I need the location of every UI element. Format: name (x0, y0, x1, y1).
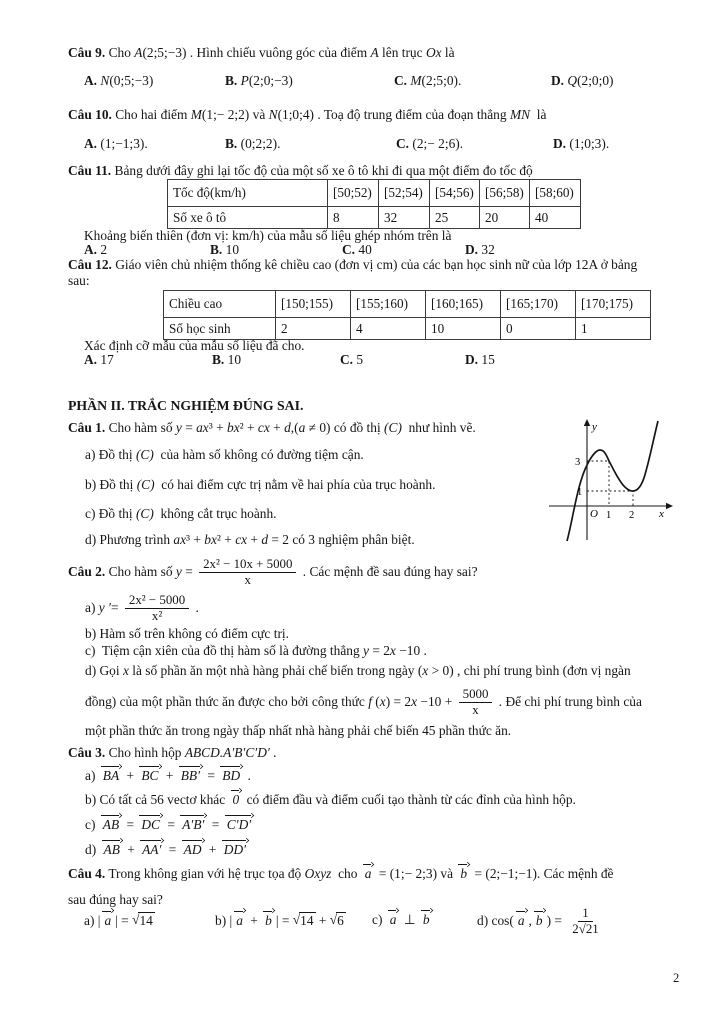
part2-heading (68, 397, 303, 414)
text-run: y (175, 563, 182, 579)
text-run: Trong không gian với hệ trục tọa độ (105, 866, 305, 881)
statement-4b (215, 912, 346, 930)
vector: AD (183, 842, 202, 857)
text-run: một phần thức ăn trong ngày thấp nhất nhà hàng phải chế biến 45 phần thức ăn. (85, 723, 512, 738)
text-run: 40 (355, 242, 372, 257)
vector: A′B′ (182, 817, 205, 832)
text-run: Q (567, 73, 578, 88)
vector: BD (222, 768, 241, 783)
text-run: ≠ 0) có đồ thị (305, 420, 385, 435)
table-cell: [56;58) (480, 180, 530, 207)
x-tick-2-label: 2 (629, 510, 635, 521)
text-run: và (249, 107, 269, 122)
text-run: a) (85, 768, 99, 783)
vector: BA (102, 768, 120, 783)
text-run: N (268, 107, 278, 122)
text-run: −10 . (395, 643, 427, 658)
text-run: đồng) của một phần thức ăn được cho bởi công thức (85, 693, 369, 709)
vector: AB (102, 817, 120, 832)
text-run: (1;0;3). (566, 136, 610, 151)
text-run: (1;− 2;2) (201, 107, 250, 122)
question-11-text (68, 163, 533, 180)
text-run: 5 (353, 352, 364, 367)
text-run: d) Phương trình (85, 532, 174, 547)
text-run: Ox (425, 45, 442, 60)
x-tick-1-label: 1 (606, 510, 612, 521)
text-run: . Hình chiếu vuông góc của điểm (186, 45, 371, 60)
vector: b (460, 866, 468, 881)
text-run: Câu 12. (68, 257, 112, 272)
text-run: cx (235, 532, 248, 547)
text-run: ³ + (186, 532, 205, 547)
text-run: + (315, 912, 330, 928)
text-run: x (379, 693, 386, 709)
text-run: . Để chi phí trung bình của (495, 693, 642, 709)
text-run: C. (340, 352, 354, 367)
text-run: ) = (546, 912, 566, 928)
question-10-text (68, 107, 546, 124)
text-run: C. (394, 73, 408, 88)
text-run: Giáo viên chủ nhiệm thống kê chiều cao (đơn vị cm) của các bạn học sinh nữ của lớp 12A ở bảng (111, 257, 638, 272)
square-root (330, 912, 346, 930)
table-cell: 0 (501, 318, 576, 340)
text-run: A (370, 45, 379, 60)
text-run: Cho hàm số (105, 563, 176, 579)
option-10-a (84, 136, 148, 153)
text-run: ax (173, 532, 187, 547)
text-run: d (261, 532, 269, 547)
text-run: MN (509, 107, 531, 122)
text-run: 2x² − 10x + 5000 (199, 557, 296, 573)
text-run: cx (257, 420, 270, 435)
text-run: ax (196, 420, 209, 435)
text-run: có điểm đầu và điểm cuối tạo thành từ các đỉnh của hình hộp. (243, 792, 576, 807)
text-run: là (530, 107, 547, 122)
text-run: Câu 2. (68, 563, 106, 579)
text-run: c) (85, 817, 99, 832)
text-run: c) (372, 912, 386, 927)
text-run: (C) (136, 477, 155, 492)
option-12-c (340, 352, 363, 369)
statement-2c (85, 643, 427, 660)
text-run: d) (85, 842, 100, 857)
question-12-prompt (84, 338, 305, 355)
text-run: Câu 1. (68, 420, 106, 435)
text-run: ( (371, 693, 380, 709)
text-run: A. (84, 136, 98, 151)
text-run: (2;0;0) (577, 73, 614, 88)
text-run: ⊥ (400, 912, 419, 927)
dashed-guide-min (587, 491, 633, 506)
text-run: Cho hàm số (105, 420, 176, 435)
text-run: và (437, 866, 457, 881)
text-run: . (244, 768, 251, 783)
text-run: D. (551, 73, 565, 88)
table-row (168, 207, 581, 229)
table-cell: [52;54) (379, 180, 430, 207)
text-run: = (165, 842, 180, 857)
text-run: = (208, 817, 223, 832)
statement-1a (85, 447, 364, 464)
text-run: c) Tiệm cận xiên của đồ thị hàm số là đường thẳng (85, 643, 364, 658)
vector: a (517, 912, 525, 928)
text-run: M (190, 107, 202, 122)
text-run: = 2 có 3 nghiệm phân biệt. (268, 532, 415, 547)
text-run: (C) (135, 447, 154, 462)
text-run: sau đúng hay sai? (68, 892, 163, 907)
vector: DD′ (223, 842, 247, 857)
text-run: d) cos( (477, 912, 514, 928)
statement-2b (85, 626, 289, 643)
text-run: = (1;− 2;3) (375, 866, 438, 881)
text-run: = (123, 817, 138, 832)
text-run: = 2 (368, 643, 390, 658)
text-run: + (246, 912, 262, 928)
table-cell: Số học sinh (164, 318, 276, 340)
text-run: | (97, 912, 101, 928)
text-run: sau: (68, 273, 90, 288)
text-run: 2√21 (572, 921, 599, 936)
option-12-d (465, 352, 495, 369)
table-cell: 8 (328, 207, 379, 229)
text-run: Câu 4. (68, 866, 106, 881)
text-run: M (410, 73, 422, 88)
option-10-d (553, 136, 609, 153)
text-run: P (240, 73, 249, 88)
question-12-text-line1 (68, 257, 637, 274)
text-run: (2;5;0) (421, 73, 458, 88)
text-run: 32 (478, 242, 495, 257)
text-run: PHẦN II. TRẮC NGHIỆM ĐÚNG SAI. (68, 398, 304, 413)
vector: b (535, 912, 543, 928)
text-run: d (284, 420, 291, 435)
text-run: = (111, 599, 122, 615)
text-run: Cho hình hộp (105, 745, 185, 760)
text-run: Oxyz (304, 866, 332, 881)
table-cell: 10 (426, 318, 501, 340)
text-run: 17 (97, 352, 114, 367)
table-cell: [58;60) (530, 180, 581, 207)
text-run: b) Có tất cả 56 vectơ khác (85, 792, 229, 807)
vector: BB′ (180, 768, 201, 783)
table-cell: 4 (351, 318, 426, 340)
x-axis-label: x (659, 508, 664, 520)
text-run: > 0) , chi phí trung bình (đơn vị ngàn (428, 663, 631, 678)
option-12-b (212, 352, 241, 369)
text-run: a) (85, 599, 99, 615)
text-run: √ (329, 912, 338, 927)
text-run: . Các mệnh đề (536, 866, 614, 881)
text-run: D. (465, 352, 479, 367)
text-run: d) Gọi (85, 663, 123, 678)
text-run: B. (225, 73, 238, 88)
statement-4a (84, 912, 155, 930)
question-4-text-line1 (68, 866, 614, 883)
statement-4c (372, 912, 434, 929)
vector: DC (141, 817, 160, 832)
text-run: B. (225, 136, 238, 151)
statement-1b (85, 477, 435, 494)
text-run: x² (151, 608, 163, 623)
text-run: = (204, 768, 219, 783)
text-run: 14 (139, 913, 153, 928)
text-run: Câu 10. (68, 107, 112, 122)
text-run: A. (84, 242, 98, 257)
question-2-text (68, 554, 478, 590)
vector: a (389, 912, 397, 927)
text-run: ABCD.A′B′C′D′ (184, 745, 270, 760)
text-run: b) (215, 912, 230, 928)
speed-frequency-table (167, 179, 581, 229)
text-run: b) Hàm số trên không có điểm cực trị. (85, 626, 289, 641)
text-run: . Toạ độ trung điểm của đoạn thẳng (314, 107, 510, 122)
text-run: B. (210, 242, 223, 257)
text-run: y ′ (98, 599, 111, 615)
table-cell: Tốc độ(km/h) (168, 180, 328, 207)
text-run: √ (132, 912, 140, 927)
statement-2d-line1 (85, 663, 631, 680)
statement-3d (85, 842, 250, 859)
text-run: (1;−1;3). (97, 136, 148, 151)
option-10-c (396, 136, 463, 153)
y-axis-arrow (584, 419, 590, 426)
table-cell: Chiều cao (164, 291, 276, 318)
text-run: A (134, 45, 143, 60)
table-cell: 1 (576, 318, 651, 340)
text-run: = (181, 563, 197, 579)
page-number: 2 (673, 971, 680, 985)
text-run: ) = 2 (385, 693, 412, 709)
text-run: a) Đồ thị (85, 447, 136, 462)
text-run: x (422, 663, 429, 678)
table-cell: [150;155) (276, 291, 351, 318)
text-run: . (269, 745, 277, 760)
text-run: | = (115, 912, 133, 928)
vector: a (104, 912, 112, 928)
question-9-text (68, 45, 455, 62)
text-run: + (205, 842, 220, 857)
text-run: Cho hai điểm (111, 107, 191, 122)
text-run: là số phần ăn một nhà hàng phải chế biến trong ngày ( (128, 663, 423, 678)
table-row (164, 318, 651, 340)
statement-2d-line3 (85, 723, 511, 740)
square-root (132, 912, 155, 930)
fraction (125, 593, 189, 624)
text-run: như hình vẽ. (401, 420, 476, 435)
table-row (168, 180, 581, 207)
text-run: (C) (135, 506, 154, 521)
text-run: 1 (578, 906, 592, 922)
text-run: 10 (224, 352, 242, 367)
origin-label: O (590, 508, 598, 520)
vector: AB (103, 842, 120, 857)
text-run: 6 (337, 913, 344, 928)
vector: a (364, 866, 372, 881)
vector: 0 (232, 792, 240, 807)
text-run: Câu 3. (68, 745, 106, 760)
text-run: không cắt trục hoành. (153, 506, 277, 521)
table-cell: [170;175) (576, 291, 651, 318)
text-run: + (123, 842, 139, 857)
text-run: bx (204, 532, 217, 547)
fraction (199, 557, 296, 588)
question-11-prompt (84, 228, 451, 245)
text-run: (0;2;2). (237, 136, 281, 151)
text-run: b) Đồ thị (85, 477, 137, 492)
text-run: ² + (216, 532, 236, 547)
vector: b (422, 912, 430, 927)
statement-4d (477, 903, 606, 939)
text-run: D. (553, 136, 567, 151)
text-run: , (528, 912, 532, 928)
statement-3b (85, 792, 576, 809)
table-cell: [155;160) (351, 291, 426, 318)
question-3-text (68, 745, 277, 762)
y-tick-1-label: 1 (577, 487, 583, 498)
table-cell: 32 (379, 207, 430, 229)
text-run: (2;− 2;6). (409, 136, 464, 151)
text-run: a) (84, 912, 98, 928)
text-run: Bảng dưới đây ghi lại tốc độ của một số xe ô tô khi đi qua một điểm đo tốc độ (111, 163, 533, 178)
table-row (164, 291, 651, 318)
text-run: của hàm số không có đường tiệm cận. (153, 447, 364, 462)
text-run: x (472, 702, 479, 717)
text-run: cho (331, 866, 361, 881)
text-run: = (163, 817, 179, 832)
text-run: Câu 11. (68, 163, 112, 178)
option-10-b (225, 136, 280, 153)
text-run: 2x² − 5000 (125, 593, 189, 609)
text-run: ³ + (208, 420, 228, 435)
statement-2d-line2 (85, 684, 642, 720)
text-run: (C) (384, 420, 402, 435)
table-cell: [160;165) (426, 291, 501, 318)
text-run: + (247, 532, 262, 547)
text-run: ,( (290, 420, 299, 435)
cubic-graph-figure (547, 413, 677, 548)
table-cell: 40 (530, 207, 581, 229)
text-run: + (162, 768, 177, 783)
text-run: x (411, 693, 418, 709)
table-cell: [50;52) (328, 180, 379, 207)
text-run: + (269, 420, 285, 435)
text-run: Câu 9. (68, 45, 106, 60)
text-run: . Các mệnh đề sau đúng hay sai? (299, 563, 478, 579)
text-run: (0;5;−3) (109, 73, 154, 88)
text-run: Khoảng biến thiên (đơn vị: km/h) của mẫu số liệu ghép nhóm trên là (84, 228, 452, 243)
square-root (293, 912, 316, 930)
text-run: | = (275, 912, 293, 928)
statement-3a (85, 768, 251, 785)
table-cell: 20 (480, 207, 530, 229)
vector: a (236, 912, 243, 928)
statement-1d (85, 532, 415, 549)
text-run: C. (342, 242, 356, 257)
table-cell: [54;56) (430, 180, 480, 207)
option-12-a (84, 352, 114, 369)
text-run: Xác định cỡ mẫu của mẫu số liệu đã cho. (84, 338, 305, 353)
statement-3c (85, 817, 255, 834)
text-run: c) Đồ thị (85, 506, 136, 521)
text-run: x (122, 663, 129, 678)
fraction (568, 906, 602, 937)
text-run: là (441, 45, 455, 60)
dashed-guide-max (587, 461, 609, 506)
text-run: 5000 (459, 687, 493, 703)
text-run: . (192, 599, 199, 615)
question-12-text-line2 (68, 273, 90, 290)
fraction (459, 687, 493, 718)
text-run: . (458, 73, 462, 88)
question-1-text (68, 420, 476, 437)
vector: AA′ (142, 842, 162, 857)
text-run: (2;5;−3) (142, 45, 187, 60)
vector: b (265, 912, 272, 928)
text-run: = (181, 420, 197, 435)
text-run: 14 (300, 913, 314, 928)
text-run: (2;0;−3) (248, 73, 293, 88)
text-run: có hai điểm cực trị nằm về hai phía của trục hoành. (154, 477, 436, 492)
table-cell: Số xe ô tô (168, 207, 328, 229)
y-axis-label: y (592, 421, 597, 433)
option-9-b (225, 73, 293, 90)
text-run: + (123, 768, 138, 783)
cubic-curve (567, 421, 658, 541)
table-cell: [165;170) (501, 291, 576, 318)
text-run: y (175, 420, 182, 435)
text-run: = (2;−1;−1) (471, 866, 537, 881)
text-run: (1;0;4) (277, 107, 315, 122)
statement-2a (85, 590, 199, 626)
table-cell: 2 (276, 318, 351, 340)
table-cell: 25 (430, 207, 480, 229)
text-run: N (100, 73, 110, 88)
statement-1c (85, 506, 277, 523)
text-run: ² + (239, 420, 258, 435)
y-tick-3-label: 3 (575, 457, 581, 468)
text-run: 10 (222, 242, 240, 257)
text-run: A. (84, 352, 98, 367)
text-run: 2 (97, 242, 108, 257)
option-9-d (551, 73, 614, 90)
option-9-a (84, 73, 153, 90)
text-run: A. (84, 73, 98, 88)
text-run: f (368, 693, 372, 709)
text-run: √ (292, 912, 301, 927)
text-run: Cho (105, 45, 135, 60)
text-run: y (363, 643, 369, 658)
text-run: | (229, 912, 233, 928)
x-axis-arrow (666, 503, 673, 509)
text-run: x (244, 572, 251, 587)
text-run: B. (212, 352, 225, 367)
option-9-c (394, 73, 461, 90)
text-run: bx (227, 420, 240, 435)
text-run: D. (465, 242, 479, 257)
height-frequency-table (163, 290, 651, 340)
text-run: a (298, 420, 306, 435)
text-run: x (389, 643, 396, 658)
text-run: C. (396, 136, 410, 151)
text-run: lên trục (378, 45, 426, 60)
text-run: 15 (478, 352, 495, 367)
text-run: −10 + (417, 693, 456, 709)
vector: BC (141, 768, 159, 783)
vector: C′D′ (226, 817, 252, 832)
question-4-text-line2 (68, 892, 163, 909)
